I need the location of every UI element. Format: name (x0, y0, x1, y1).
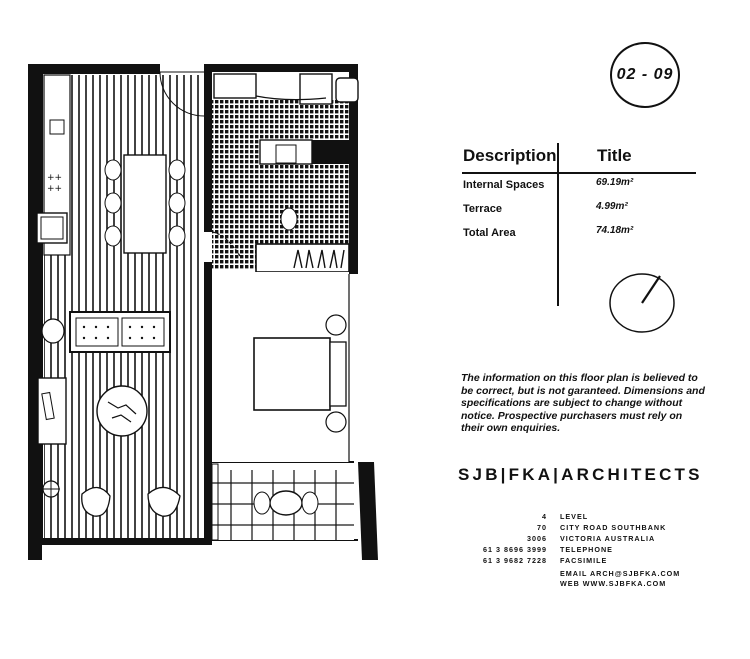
svg-text:++: ++ (47, 184, 63, 194)
address-right-line: FACSIMILE (560, 556, 608, 565)
address-email: EMAIL ARCH@SJBFKA.COM (560, 569, 681, 578)
row-label-terrace: Terrace (463, 203, 502, 215)
unit-number: 02 - 09 (616, 66, 674, 83)
title-header: Title (597, 146, 632, 165)
row-value-terrace: 4.99m² (596, 201, 628, 212)
compass-icon (608, 272, 678, 334)
firm-name: SJB|FKA|ARCHITECTS (458, 465, 703, 484)
bathroom (212, 72, 358, 270)
address-right-line: TELEPHONE (560, 545, 613, 554)
wardrobe (256, 244, 349, 272)
table-divider (462, 172, 696, 174)
address-right-line: VICTORIA AUSTRALIA (560, 534, 656, 543)
address-web: WEB WWW.SJBFKA.COM (560, 579, 667, 588)
row-value-total: 74.18m² (596, 225, 634, 236)
sofa (70, 312, 170, 352)
coffee-table (97, 386, 147, 436)
description-header: Description (463, 146, 557, 165)
row-value-internal: 69.19m² (596, 177, 634, 188)
address-left-line: 61 3 8696 3999 (483, 545, 547, 554)
bedroom (212, 272, 349, 462)
disclaimer-text: The information on this floor plan is believed to be correct, but is not garanteed. Dimensions and specifications are subject to change without notice. Prospective purchasers must rely on their own enquiries. (461, 372, 705, 434)
unit-number-badge (610, 42, 680, 108)
address-left-line: 70 (537, 523, 547, 532)
row-label-total: Total Area (463, 227, 516, 239)
dining-table (105, 155, 185, 253)
svg-text:++: ++ (47, 173, 63, 183)
toilet-icon (281, 208, 297, 230)
address-left-line: 3006 (527, 534, 547, 543)
armchair (42, 319, 64, 343)
address-right-line: LEVEL (560, 512, 589, 521)
table-column-divider (557, 143, 559, 306)
address-right-line: CITY ROAD SOUTHBANK (560, 523, 667, 532)
terrace (212, 464, 354, 540)
tv-unit (38, 378, 66, 444)
cooktop-icon (47, 173, 62, 194)
row-label-internal: Internal Spaces (463, 179, 545, 191)
address-left-line: 61 3 9682 7228 (483, 556, 547, 565)
address-left-line: 4 (542, 512, 547, 521)
